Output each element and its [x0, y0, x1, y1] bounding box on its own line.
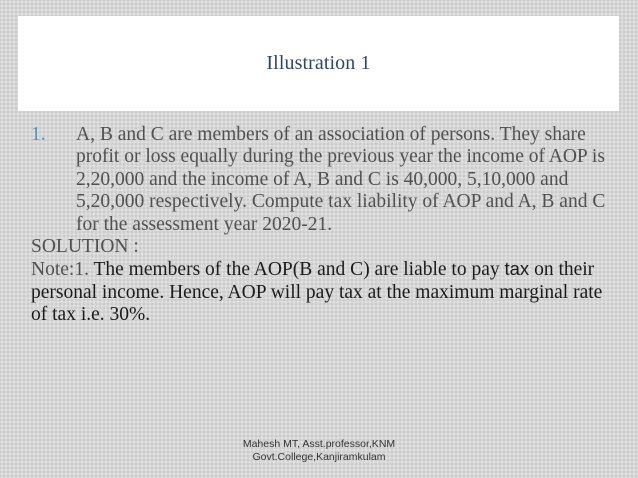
note-paragraph — [31, 258, 611, 326]
slide-title: Illustration 1 — [266, 52, 371, 74]
footer-line-2: Govt.College,Kanjiramkulam — [252, 451, 386, 463]
slide-body — [31, 124, 611, 327]
note-text-part2: on their personal income. Hence, AOP will pay tax at the maximum marginal rate of tax i.e. 30%. — [31, 259, 603, 326]
question-item — [31, 124, 611, 236]
question-number: 1. — [31, 124, 46, 145]
solution-label: SOLUTION : — [31, 236, 139, 258]
footer-line-1: Mahesh MT, Asst.professor,KNM — [242, 438, 396, 450]
question-text: A, B and C are members of an association of persons. They share profit or loss equally during the previous year the income of AOP is 2,20,000 and the income of A, B and C is 40,000, 5,10,000 and 5,20,000 respectively. Compute tax liability of AOP and A, B and C for the assessment year 2020-21. — [76, 124, 606, 235]
note-prefix: Note:1. — [31, 259, 94, 281]
note-tax-word: tax — [504, 258, 530, 280]
footer — [200, 438, 438, 464]
title-box — [18, 16, 619, 111]
note-text-part1: The members of the AOP(B and C) are liable to pay — [93, 259, 505, 281]
